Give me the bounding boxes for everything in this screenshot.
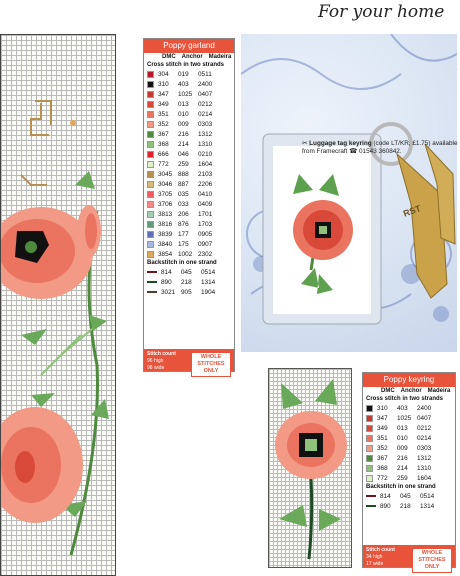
thread-anchor: 035	[178, 190, 189, 198]
thread-dmc: 3813	[158, 210, 173, 218]
thread-madeira: 1312	[198, 130, 213, 138]
color-swatch	[147, 81, 154, 88]
thread-dmc: 352	[158, 120, 169, 128]
thread-madeira: 2103	[198, 170, 213, 178]
scissors-icon: ✂	[302, 140, 310, 147]
garland-thread-list	[144, 69, 234, 259]
thread-madeira: 1314	[420, 502, 435, 510]
color-swatch	[147, 141, 154, 148]
thread-anchor: 045	[400, 492, 411, 500]
thread-dmc: 352	[377, 444, 388, 452]
thread-madeira: 0407	[198, 90, 213, 98]
thread-madeira: 1310	[417, 464, 432, 472]
thread-dmc: 772	[158, 160, 169, 168]
backstitch-row	[363, 501, 455, 511]
garland-chart-artwork	[1, 35, 116, 576]
color-swatch	[147, 131, 154, 138]
color-swatch	[147, 241, 154, 248]
thread-anchor: 177	[178, 230, 189, 238]
backstitch-row	[363, 491, 455, 501]
thread-dmc: 3045	[158, 170, 173, 178]
thread-anchor: 013	[178, 100, 189, 108]
thread-anchor: 876	[178, 220, 189, 228]
thread-anchor: 218	[400, 502, 411, 510]
thread-anchor: 009	[178, 120, 189, 128]
thread-dmc: 890	[161, 278, 172, 286]
thread-anchor: 010	[397, 434, 408, 442]
backstitch-row	[144, 287, 234, 297]
keyring-chart-artwork	[269, 369, 352, 568]
thread-anchor: 887	[178, 180, 189, 188]
thread-dmc: 3046	[158, 180, 173, 188]
thread-anchor: 013	[397, 424, 408, 432]
thread-dmc: 351	[377, 434, 388, 442]
keyring-cross-section-label: Cross stitch in two strands	[366, 396, 444, 402]
garland-key-card	[143, 38, 235, 372]
thread-madeira: 0303	[198, 120, 213, 128]
thread-dmc: 3021	[161, 288, 176, 296]
thread-madeira: 0514	[420, 492, 435, 500]
thread-row	[144, 119, 234, 129]
thread-anchor: 888	[178, 170, 189, 178]
phone-icon: ☎	[349, 148, 358, 155]
thread-anchor: 216	[397, 454, 408, 462]
thread-anchor: 206	[178, 210, 189, 218]
bee-icon	[70, 120, 76, 126]
keyring-photo	[241, 34, 457, 352]
thread-madeira: 1314	[201, 278, 216, 286]
thread-dmc: 3840	[158, 240, 173, 248]
color-swatch	[366, 475, 373, 482]
thread-row	[144, 99, 234, 109]
thread-dmc: 310	[377, 404, 388, 412]
thread-dmc: 3839	[158, 230, 173, 238]
color-swatch	[147, 251, 154, 258]
thread-madeira: 2400	[198, 80, 213, 88]
thread-anchor: 033	[178, 200, 189, 208]
color-swatch	[147, 231, 154, 238]
backstitch-line-swatch	[366, 505, 376, 507]
thread-dmc: 351	[158, 110, 169, 118]
thread-dmc: 890	[380, 502, 391, 510]
thread-anchor: 010	[178, 110, 189, 118]
thread-row	[363, 463, 455, 473]
thread-madeira: 1604	[198, 160, 213, 168]
thread-madeira: 0214	[198, 110, 213, 118]
gold-border-motif	[21, 101, 51, 185]
thread-row	[363, 473, 455, 483]
color-swatch	[147, 121, 154, 128]
thread-dmc: 814	[380, 492, 391, 500]
color-swatch	[147, 221, 154, 228]
color-swatch	[147, 71, 154, 78]
thread-madeira: 0212	[198, 100, 213, 108]
color-swatch	[147, 181, 154, 188]
color-swatch	[147, 171, 154, 178]
thread-row	[363, 453, 455, 463]
thread-anchor: 216	[178, 130, 189, 138]
thread-madeira: 1703	[198, 220, 213, 228]
color-swatch	[366, 405, 373, 412]
thread-anchor: 403	[397, 404, 408, 412]
thread-madeira: 0407	[417, 414, 432, 422]
thread-madeira: 2206	[198, 180, 213, 188]
key-stamp-text: RST	[401, 203, 423, 219]
thread-madeira: 0303	[417, 444, 432, 452]
thread-madeira: 0514	[201, 268, 216, 276]
thread-dmc: 772	[377, 474, 388, 482]
thread-row	[144, 209, 234, 219]
thread-anchor: 214	[178, 140, 189, 148]
thread-madeira: 0212	[417, 424, 432, 432]
page-title: For your home	[318, 2, 445, 22]
backstitch-line-swatch	[366, 495, 376, 497]
thread-anchor: 1025	[397, 414, 412, 422]
thread-madeira: 2302	[198, 250, 213, 258]
thread-dmc: 347	[158, 90, 169, 98]
thread-madeira: 1904	[201, 288, 216, 296]
color-swatch	[147, 161, 154, 168]
thread-dmc: 367	[377, 454, 388, 462]
thread-madeira: 0410	[198, 190, 213, 198]
thread-anchor: 259	[178, 160, 189, 168]
thread-row	[144, 69, 234, 79]
thread-anchor: 403	[178, 80, 189, 88]
thread-madeira: 0210	[198, 150, 213, 158]
thread-madeira: 0409	[198, 200, 213, 208]
garland-backstitch-list	[144, 267, 234, 297]
supplier-note: ✂ Luggage tag keyring (code LT/KR, £1.75) available from Framecraft ☎ 01543 360842.	[302, 140, 458, 155]
thread-row	[144, 129, 234, 139]
thread-madeira: 0907	[198, 240, 213, 248]
thread-row	[144, 109, 234, 119]
backstitch-row	[144, 267, 234, 277]
thread-row	[363, 443, 455, 453]
thread-madeira: 2400	[417, 404, 432, 412]
backstitch-line-swatch	[147, 291, 157, 293]
color-swatch	[366, 465, 373, 472]
thread-row	[144, 239, 234, 249]
thread-row	[363, 433, 455, 443]
keyring-thread-list	[363, 403, 455, 483]
color-swatch	[147, 201, 154, 208]
color-swatch	[366, 445, 373, 452]
thread-dmc: 304	[158, 70, 169, 78]
color-swatch	[366, 455, 373, 462]
thread-row	[144, 179, 234, 189]
poppy-garland-chart	[0, 34, 116, 576]
keyring-backstitch-list	[363, 491, 455, 511]
thread-madeira: 1312	[417, 454, 432, 462]
keyring-stitch-count: Stitch count 34 high 17 wide WHOLE STITCHES ONLY	[363, 545, 455, 567]
thread-row	[144, 139, 234, 149]
color-swatch	[147, 151, 154, 158]
thread-row	[144, 79, 234, 89]
color-swatch	[147, 91, 154, 98]
keyring-key-title: Poppy keyring	[363, 373, 455, 387]
thread-row	[363, 413, 455, 423]
keyring-key-columns: DMC Anchor Madeira	[381, 388, 451, 394]
thread-anchor: 259	[397, 474, 408, 482]
thread-anchor: 175	[178, 240, 189, 248]
backstitch-row	[144, 277, 234, 287]
thread-anchor: 019	[178, 70, 189, 78]
thread-anchor: 045	[181, 268, 192, 276]
thread-madeira: 1701	[198, 210, 213, 218]
thread-madeira: 0511	[198, 70, 212, 78]
color-swatch	[366, 435, 373, 442]
thread-row	[144, 189, 234, 199]
thread-row	[144, 159, 234, 169]
thread-anchor: 218	[181, 278, 192, 286]
keyring-photo-art	[241, 34, 457, 352]
color-swatch	[147, 191, 154, 198]
color-swatch	[147, 101, 154, 108]
thread-row	[363, 403, 455, 413]
thread-dmc: 368	[377, 464, 388, 472]
thread-row	[144, 199, 234, 209]
thread-dmc: 368	[158, 140, 169, 148]
thread-anchor: 046	[178, 150, 189, 158]
thread-anchor: 1025	[178, 90, 193, 98]
color-swatch	[366, 415, 373, 422]
thread-dmc: 3706	[158, 200, 173, 208]
thread-madeira: 1604	[417, 474, 432, 482]
backstitch-line-swatch	[147, 271, 157, 273]
thread-anchor: 905	[181, 288, 192, 296]
thread-dmc: 3705	[158, 190, 173, 198]
thread-anchor: 1002	[178, 250, 193, 258]
poppy-1	[1, 205, 101, 299]
thread-row	[144, 249, 234, 259]
thread-row	[144, 169, 234, 179]
thread-dmc: 666	[158, 150, 169, 158]
thread-anchor: 009	[397, 444, 408, 452]
thread-dmc: 349	[158, 100, 169, 108]
garland-cross-section-label: Cross stitch in two strands	[147, 62, 225, 68]
garland-key-columns: DMC Anchor Madeira	[162, 54, 232, 60]
whole-stitches-badge: WHOLE STITCHES ONLY	[191, 352, 231, 377]
color-swatch	[147, 211, 154, 218]
thread-madeira: 0214	[417, 434, 432, 442]
thread-dmc: 347	[377, 414, 388, 422]
thread-row	[144, 149, 234, 159]
poppy-keyring-chart	[268, 368, 352, 568]
thread-anchor: 214	[397, 464, 408, 472]
backstitch-line-swatch	[147, 281, 157, 283]
thread-dmc: 349	[377, 424, 388, 432]
color-swatch	[147, 111, 154, 118]
garland-back-section-label: Backstitch in one strand	[147, 260, 217, 266]
garland-key-title: Poppy garland	[144, 39, 234, 53]
garland-stitch-count: Stitch count 96 high 98 wide WHOLE STITCHES ONLY	[144, 349, 234, 371]
keyring-back-section-label: Backstitch in one strand	[366, 484, 436, 490]
thread-row	[144, 229, 234, 239]
color-swatch	[366, 425, 373, 432]
keyring-key-card	[362, 372, 456, 568]
whole-stitches-badge: WHOLE STITCHES ONLY	[412, 548, 452, 573]
thread-dmc: 814	[161, 268, 172, 276]
thread-dmc: 310	[158, 80, 169, 88]
thread-row	[144, 89, 234, 99]
thread-row	[363, 423, 455, 433]
thread-dmc: 367	[158, 130, 169, 138]
thread-dmc: 3854	[158, 250, 173, 258]
thread-madeira: 0905	[198, 230, 213, 238]
thread-dmc: 3816	[158, 220, 173, 228]
thread-row	[144, 219, 234, 229]
thread-madeira: 1310	[198, 140, 213, 148]
